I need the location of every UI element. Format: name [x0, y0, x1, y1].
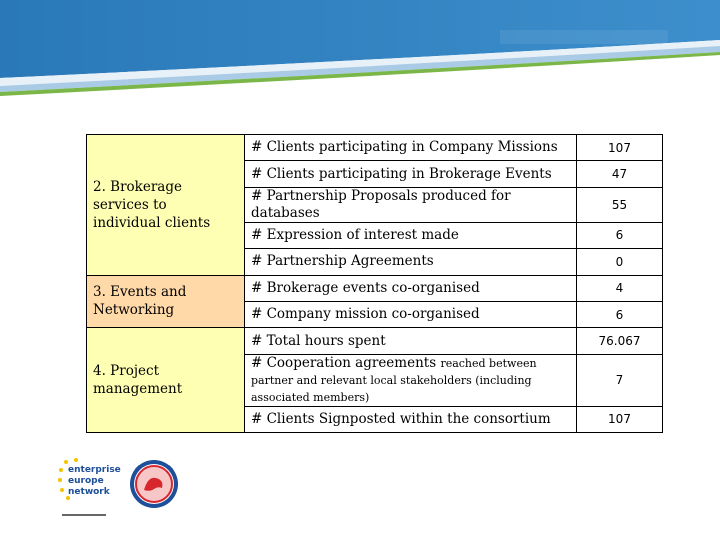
- value-cell: [577, 249, 663, 275]
- indicator-label: # Clients participating in Brokerage Events: [251, 165, 552, 182]
- svg-text:europe: europe: [68, 476, 104, 486]
- indicator-cell: [245, 328, 577, 354]
- value-cell: [577, 301, 663, 327]
- table-row: [87, 275, 663, 301]
- value-cell: [577, 135, 663, 161]
- category-events-cell: [87, 275, 245, 328]
- table-row: [87, 328, 663, 354]
- indicator-cell: [245, 406, 577, 432]
- value-cell: [577, 354, 663, 406]
- value-label: 7: [615, 373, 624, 388]
- category-brokerage-cell: [87, 135, 245, 276]
- indicator-label: # Brokerage events co-organised: [251, 279, 480, 296]
- category-events-label: 3. Events and Networking: [93, 284, 187, 319]
- chamber-seal-logo: [130, 460, 178, 508]
- indicator-cell: [245, 275, 577, 301]
- svg-text:network: network: [68, 487, 110, 497]
- indicator-label: # Partnership Agreements: [251, 253, 434, 270]
- indicator-label: # Partnership Proposals produced for databases: [251, 187, 511, 221]
- indicator-cell: [245, 249, 577, 275]
- value-cell: [577, 222, 663, 248]
- indicator-cell: [245, 187, 577, 222]
- category-brokerage-label: 2. Brokerage services to individual clients: [93, 178, 211, 231]
- table-row: [87, 135, 663, 161]
- indicator-label: # Cooperation agreements: [251, 354, 437, 371]
- value-label: 107: [608, 140, 631, 155]
- een-logo-text: enterprise: [68, 465, 121, 475]
- value-label: 6: [615, 307, 624, 322]
- een-logo: [58, 458, 121, 516]
- value-label: 6: [615, 228, 624, 243]
- indicator-cell: [245, 301, 577, 327]
- category-project-cell: [87, 328, 245, 433]
- indicator-label-detail: reached between partner and relevant local stakeholders (including associated members): [251, 356, 537, 404]
- logos: [56, 456, 196, 526]
- value-label: 4: [615, 281, 624, 296]
- value-cell: [577, 187, 663, 222]
- value-cell: [577, 406, 663, 432]
- indicator-label: # Clients participating in Company Missions: [251, 139, 558, 156]
- header-banner: [0, 0, 720, 120]
- value-label: 76.067: [598, 334, 641, 349]
- value-cell: [577, 328, 663, 354]
- indicator-cell: [245, 135, 577, 161]
- value-label: 55: [611, 197, 628, 212]
- value-label: 107: [608, 412, 631, 427]
- indicator-label: # Company mission co-organised: [251, 306, 480, 323]
- value-label: 0: [615, 254, 624, 269]
- value-label: 47: [611, 167, 628, 182]
- indicator-cell: [245, 354, 577, 406]
- category-project-label: 4. Project management: [93, 363, 183, 398]
- value-cell: [577, 161, 663, 187]
- indicator-cell: [245, 222, 577, 248]
- value-cell: [577, 275, 663, 301]
- indicator-label: # Clients Signposted within the consortium: [251, 410, 551, 427]
- indicator-label: # Expression of interest made: [251, 226, 459, 243]
- indicator-label: # Total hours spent: [251, 332, 386, 349]
- indicators-table: [86, 134, 663, 433]
- indicator-cell: [245, 161, 577, 187]
